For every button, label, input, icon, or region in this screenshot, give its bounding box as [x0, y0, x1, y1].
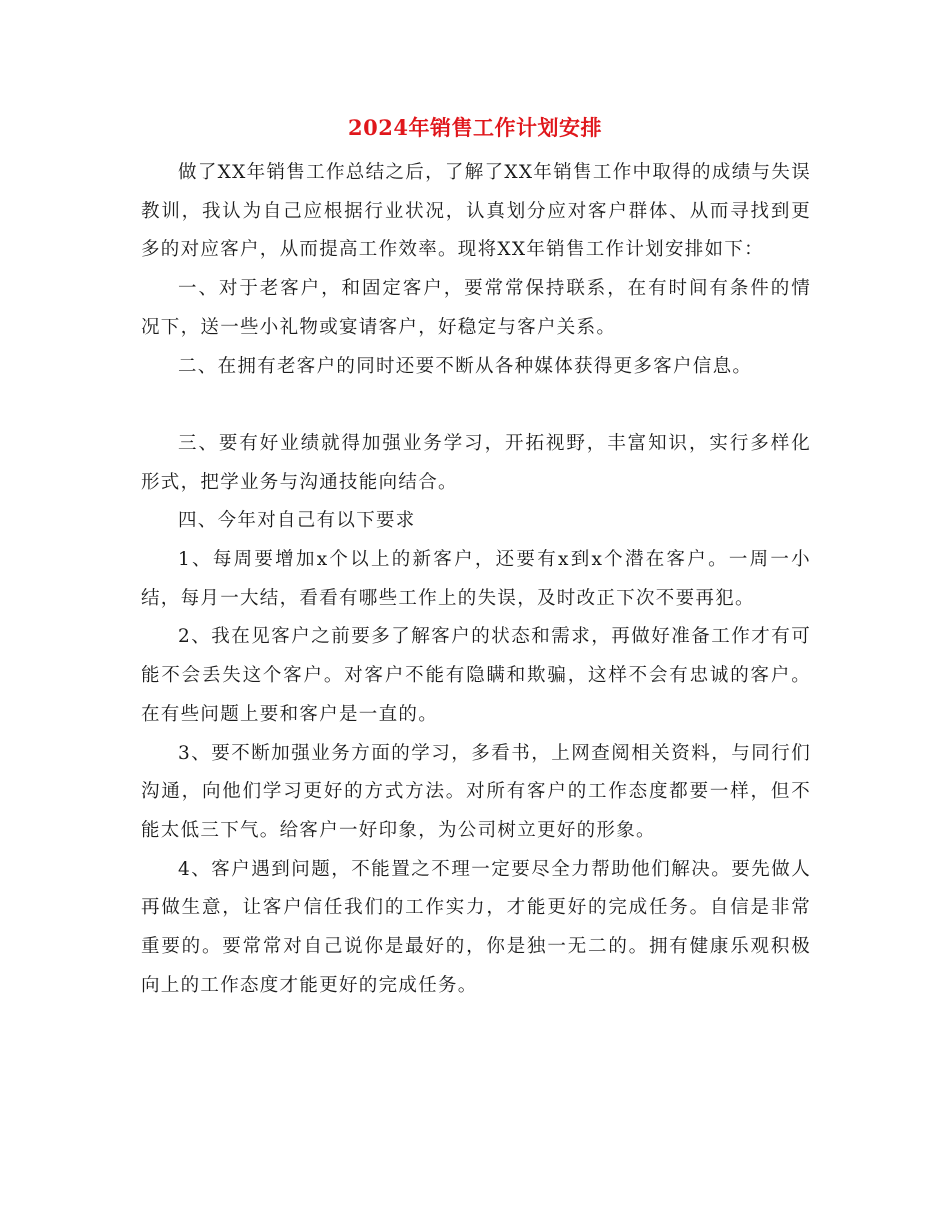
paragraph-item-2: 二、在拥有老客户的同时还要不断从各种媒体获得更多客户信息。 [178, 355, 753, 377]
document-body [141, 154, 811, 1005]
paragraph-requirement-1: 1、每周要增加x个以上的新客户，还要有x到x个潜在客户。一周一小结，每月一大结，看看有哪些工作上的失误，及时改正下次不要再犯。 [141, 549, 811, 609]
paragraph-item-3: 三、要有好业绩就得加强业务学习，开拓视野，丰富知识，实行多样化形式，把学业务与沟通技能向结合。 [141, 432, 811, 493]
document-title: 2024年销售工作计划安排 [348, 115, 602, 140]
paragraph-requirement-4: 4、客户遇到问题，不能置之不理一定要尽全力帮助他们解决。要先做人再做生意，让客户信任我们的工作实力，才能更好的完成任务。自信是非常重要的。要常常对自己说你是最好的，你是独一无二的。拥有健康乐观积极向上的工作态度才能更好的完成任务。 [141, 858, 811, 996]
paragraph-requirement-2: 2、我在见客户之前要多了解客户的状态和需求，再做好准备工作才有可能不会丢失这个客户。对客户不能有隐瞒和欺骗，这样不会有忠诚的客户。在有些问题上要和客户是一直的。 [141, 626, 811, 725]
paragraph-intro: 做了XX年销售工作总结之后，了解了XX年销售工作中取得的成绩与失误教训，我认为自己应根据行业状况，认真划分应对客户群体、从而寻找到更多的对应客户，从而提高工作效率。现将XX年销售工作计划安排如下： [141, 162, 811, 261]
paragraph-item-1: 一、对于老客户，和固定客户，要常常保持联系，在有时间有条件的情况下，送一些小礼物或宴请客户，好稳定与客户关系。 [141, 278, 811, 338]
paragraph-requirement-3: 3、要不断加强业务方面的学习，多看书，上网查阅相关资料，与同行们沟通，向他们学习更好的方式方法。对所有客户的工作态度都要一样，但不能太低三下气。给客户一好印象，为公司树立更好的形象。 [141, 742, 811, 841]
blank-line [141, 386, 811, 425]
paragraph-item-4: 四、今年对自己有以下要求 [178, 510, 416, 532]
